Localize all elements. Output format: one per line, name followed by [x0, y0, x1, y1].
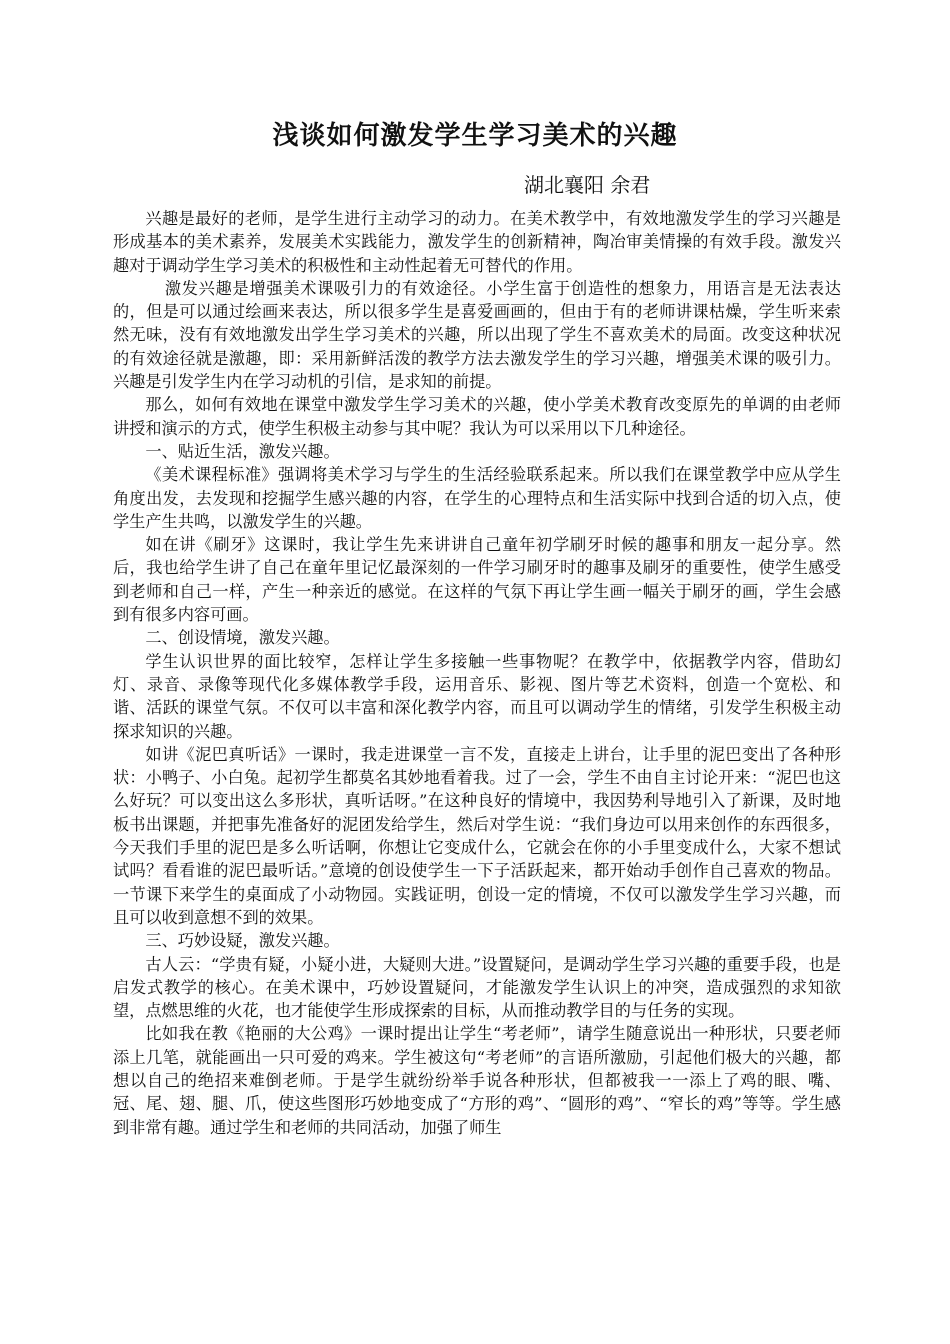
section-heading: 一、贴近生活，激发兴趣。	[145, 441, 340, 461]
paragraph: 如讲《泥巴真听话》一课时，我走进课堂一言不发，直接走上讲台，让手里的泥巴变出了各种形状：小鸭子、小白兔。起初学生都莫名其妙地看着我。过了一会，学生不由自主讨论开来：“泥巴也这么好玩？可以变出这么多形状，真听话呀。”在这种良好的情境中，我因势利导地引入了新课，及时地板书出课题，并把事先准备好的泥团发给学生，然后对学生说：“我们身边可以用来创作的东西很多，今天我们手里的泥巴是多么听话啊，你想让它变成什么，它就会在你的小手里变成什么，大家不想试试吗？看看谁的泥巴最听话。”意境的创设使学生一下子活跃起来，都开始动手创作自己喜欢的物品。一节课下来学生的桌面成了小动物园。实践证明，创设一定的情境，不仅可以激发学生学习兴趣，而且可以收到意想不到的效果。	[113, 744, 841, 927]
paragraph: 兴趣是最好的老师，是学生进行主动学习的动力。在美术教学中，有效地激发学生的学习兴趣是形成基本的美术素养，发展美术实践能力，激发学生的创新精神，陶冶审美情操的有效手段。激发兴趣对于调动学生学习美术的积极性和主动性起着无可替代的作用。	[113, 209, 841, 275]
paragraph: 那么，如何有效地在课堂中激发学生学习美术的兴趣，使小学美术教育改变原先的单调的由老师讲授和演示的方式，使学生积极主动参与其中呢？我认为可以采用以下几种途径。	[113, 395, 841, 438]
article-body	[113, 207, 841, 1139]
author-line: 湖北襄阳 余君	[524, 173, 651, 197]
paragraph: 比如我在教《艳丽的大公鸡》一课时提出让学生“考老师”，请学生随意说出一种形状，只要老师添上几笔，就能画出一只可爱的鸡来。学生被这句“考老师”的言语所激励，引起他们极大的兴趣，都想以自己的绝招来难倒老师。于是学生就纷纷举手说各种形状，但都被我一一添上了鸡的眼、嘴、冠、尾、翅、腿、爪，使这些图形巧妙地变成了“方形的鸡”、“圆形的鸡”、“窄长的鸡”等等。学生感到非常有趣。通过学生和老师的共同活动，加强了师生	[113, 1024, 841, 1137]
paragraph: 《美术课程标准》强调将美术学习与学生的生活经验联系起来。所以我们在课堂教学中应从学生角度出发，去发现和挖掘学生感兴趣的内容，在学生的心理特点和生活实际中找到合适的切入点，使学生产生共鸣，以激发学生的兴趣。	[113, 465, 841, 531]
section-heading: 三、巧妙设疑，激发兴趣。	[145, 931, 340, 951]
paragraph: 如在讲《刷牙》这课时，我让学生先来讲讲自己童年初学刷牙时候的趣事和朋友一起分享。然后，我也给学生讲了自己在童年里记忆最深刻的一件学习刷牙时的趣事及刷牙的重要性，使学生感受到老师和自己一样，产生一种亲近的感觉。在这样的气氛下再让学生画一幅关于刷牙的画，学生会感到有很多内容可画。	[113, 535, 841, 625]
paragraph: 激发兴趣是增强美术课吸引力的有效途径。小学生富于创造性的想象力，用语言是无法表达的，但是可以通过绘画来表达，所以很多学生是喜爱画画的，但由于有的老师讲课枯燥，学生听来索然无味，没有有效地激发出学生学习美术的兴趣，所以出现了学生不喜欢美术的局面。改变这种状况的有效途径就是激趣，即：采用新鲜活泼的教学方法去激发学生的学习兴趣，增强美术课的吸引力。兴趣是引发学生内在学习动机的引信，是求知的前提。	[113, 278, 841, 392]
section-heading: 二、创设情境，激发兴趣。	[145, 628, 340, 648]
document-title: 浅谈如何激发学生学习美术的兴趣	[272, 121, 678, 151]
paragraph: 学生认识世界的面比较窄，怎样让学生多接触一些事物呢？在教学中，依据教学内容，借助幻灯、录音、录像等现代化多媒体教学手段，运用音乐、影视、图片等艺术资料，创造一个宽松、和谐、活跃的课堂气氛。不仅可以丰富和深化教学内容，而且可以调动学生的情绪，引发学生积极主动探求知识的兴趣。	[113, 651, 841, 741]
paragraph: 古人云：“学贵有疑，小疑小进，大疑则大进。”设置疑问，是调动学生学习兴趣的重要手段，也是启发式教学的核心。在美术课中，巧妙设置疑问，才能激发学生认识上的冲突，造成强烈的求知欲望，点燃思维的火花，也才能使学生形成探索的目标，从而推动教学目的与任务的实现。	[113, 954, 841, 1021]
